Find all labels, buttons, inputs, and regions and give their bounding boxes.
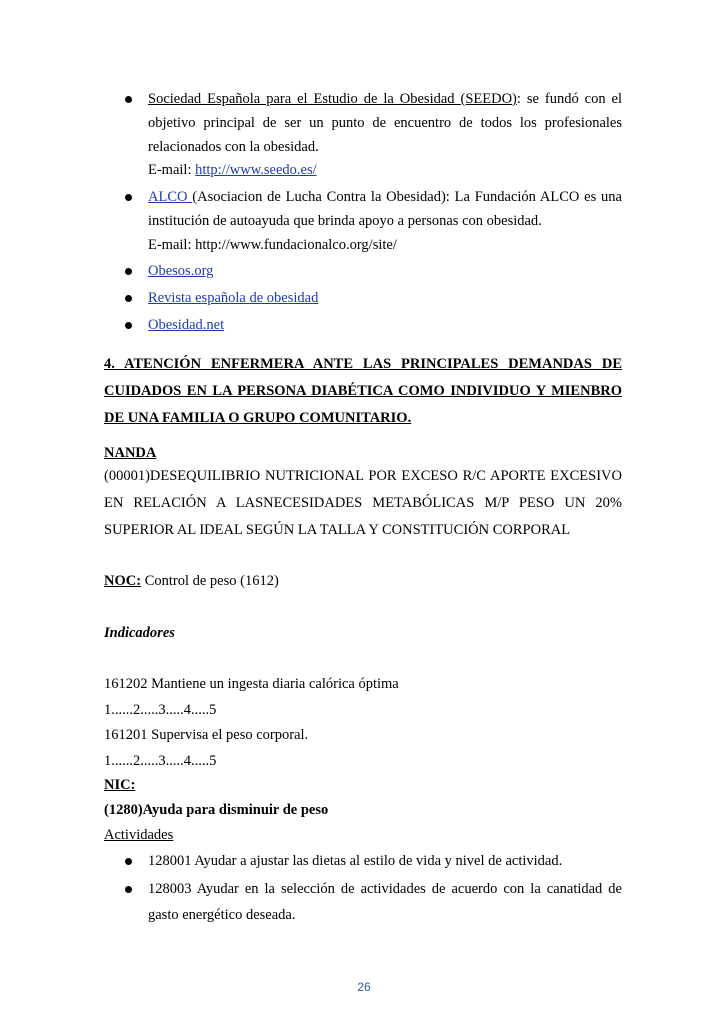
section-heading-line-2: CUIDADOS EN LA PERSONA DIABÉTICA COMO INDIVIDUO Y MIENBRO [104,383,622,399]
bullet-icon [125,322,132,329]
seedo-name: Sociedad Española para el Estudio de la Obesidad (SEEDO) [148,91,517,107]
activity-128003-line-1: 128003 Ayudar en la selección de actividades de acuerdo con la canatidad de [148,881,622,897]
activity-128003-line-2: gasto energético deseada. [148,907,296,923]
seedo-email: E-mail: http://www.seedo.es/ [148,162,317,178]
bullet-icon [125,268,132,275]
seedo-line-2: objetivo principal de ser un punto de encuentro de todos los profesionales [148,115,622,131]
indicator-161201: 161201 Supervisa el peso corporal. [104,727,309,743]
link-obesidad-net[interactable]: Obesidad.net [148,317,225,333]
nic-label: NIC: [104,777,136,793]
indicator-scale: 1......2.....3.....4.....5 [104,702,217,718]
seedo-line-1: Sociedad Española para el Estudio de la Obesidad (SEEDO): se fundó con el [148,91,622,107]
bullet-icon [125,295,132,302]
seedo-line-3: relacionados con la obesidad. [148,139,319,155]
alco-line-2: institución de autoayuda que brinda apoyo a personas con obesidad. [148,213,542,229]
nanda-heading: NANDA [104,445,157,461]
noc-label: NOC: [104,573,142,589]
alco-email: E-mail: http://www.fundacionalco.org/site/ [148,237,397,253]
seedo-email-link[interactable]: http://www.seedo.es/ [195,162,317,178]
nic-intervention: (1280)Ayuda para disminuir de peso [104,802,329,818]
bullet-icon [125,886,132,893]
indicator-161202: 161202 Mantiene un ingesta diaria calórica óptima [104,676,399,692]
noc-line: NOC: Control de peso (1612) [104,573,279,589]
link-revista-obesidad[interactable]: Revista española de obesidad [148,290,319,306]
actividades-heading: Actividades [104,827,174,843]
link-obesos-org[interactable]: Obesos.org [148,263,214,279]
nanda-line-3: SUPERIOR AL IDEAL SEGÚN LA TALLA Y CONSTITUCIÓN CORPORAL [104,522,571,538]
nanda-line-1: (00001)DESEQUILIBRIO NUTRICIONAL POR EXCESO R/C APORTE EXCESIVO [104,468,622,484]
indicator-scale: 1......2.....3.....4.....5 [104,753,217,769]
alco-link[interactable]: ALCO [148,189,193,205]
section-heading-line-1: 4. ATENCIÓN ENFERMERA ANTE LAS PRINCIPALES DEMANDAS DE [104,356,622,372]
nanda-line-2: EN RELACIÓN A LASNECESIDADES METABÓLICAS M/P PESO UN 20% [104,495,622,511]
indicadores-heading: Indicadores [104,625,175,641]
bullet-icon [125,96,132,103]
activity-128001: 128001 Ayudar a ajustar las dietas al estilo de vida y nivel de actividad. [148,853,563,869]
bullet-icon [125,858,132,865]
bullet-icon [125,194,132,201]
page-number: 26 [357,980,371,994]
alco-line-1: ALCO (Asociacion de Lucha Contra la Obesidad): La Fundación ALCO es una [148,189,622,205]
section-heading-line-3: DE UNA FAMILIA O GRUPO COMUNITARIO. [104,410,412,426]
